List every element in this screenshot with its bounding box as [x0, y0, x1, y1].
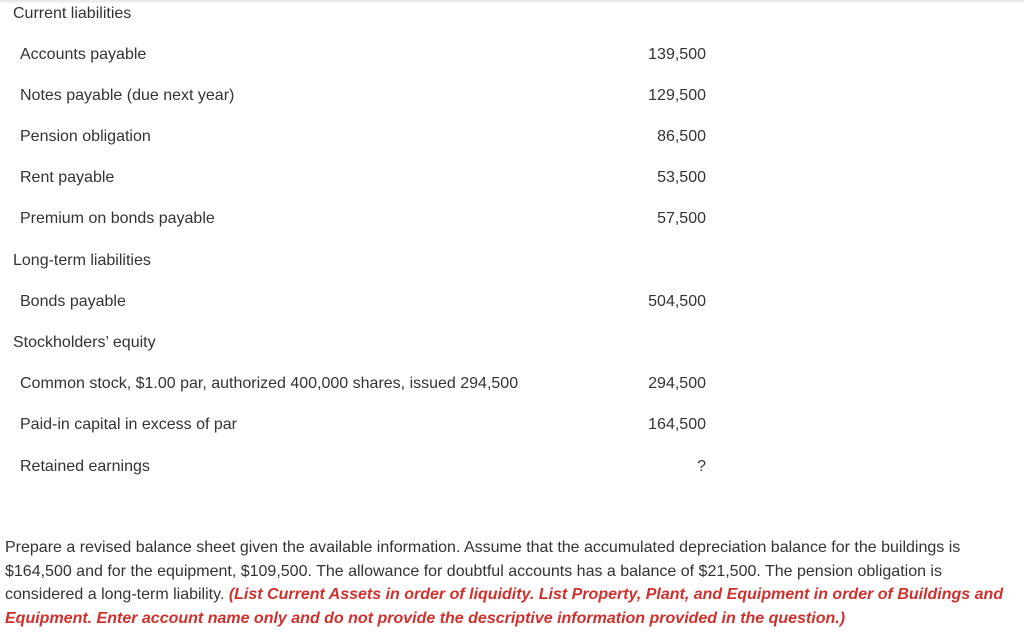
section-row-stockholders-equity	[0, 331, 1024, 355]
section-row-long-term-liabilities	[0, 249, 1024, 273]
question-instructions: (List Current Assets in order of liquidity. List Property, Plant, and Equipment in order of Buildings and Equipment. Enter account name only and do not provide the descriptive information provided in the question.)	[5, 586, 1004, 627]
row-amount: ?	[697, 458, 706, 475]
table-row-common-stock	[0, 372, 1024, 396]
table-row-notes-payable	[0, 84, 1024, 108]
row-amount: 504,500	[648, 293, 706, 310]
table-row-accounts-payable	[0, 43, 1024, 67]
row-label: Current liabilities	[13, 5, 132, 22]
section-row-current-liabilities	[0, 2, 1024, 26]
table-row-rent-payable	[0, 166, 1024, 190]
row-label: Retained earnings	[20, 458, 150, 475]
table-row-pension-obligation	[0, 125, 1024, 149]
row-amount: 294,500	[648, 375, 706, 392]
row-label: Premium on bonds payable	[20, 210, 215, 227]
table-row-bonds-payable	[0, 290, 1024, 314]
row-label: Accounts payable	[20, 46, 147, 63]
row-amount: 139,500	[648, 46, 706, 63]
row-label: Pension obligation	[20, 128, 151, 145]
table-row-retained-earnings	[0, 455, 1024, 479]
row-label: Rent payable	[20, 169, 115, 186]
row-amount: 57,500	[657, 210, 706, 227]
row-amount: 164,500	[648, 416, 706, 433]
table-row-paid-in-capital	[0, 413, 1024, 437]
row-label: Stockholders’ equity	[13, 334, 156, 351]
row-amount: 86,500	[657, 128, 706, 145]
row-label: Long-term liabilities	[13, 252, 151, 269]
row-amount: 129,500	[648, 87, 706, 104]
row-amount: 53,500	[657, 169, 706, 186]
question-body: Prepare a revised balance sheet given the available information. Assume that the accumulated depreciation balance for the buildings is $164,500 and for the equipment, $109,500. The allowance for doubtful accounts has a balance of $21,500. The pension obligation is considered a long-term liability.	[5, 539, 961, 603]
row-label: Common stock, $1.00 par, authorized 400,000 shares, issued 294,500	[20, 375, 519, 392]
table-row-premium-on-bonds	[0, 207, 1024, 231]
question-text	[5, 536, 1017, 630]
row-label: Notes payable (due next year)	[20, 87, 235, 104]
row-label: Paid-in capital in excess of par	[20, 416, 237, 433]
row-label: Bonds payable	[20, 293, 126, 310]
